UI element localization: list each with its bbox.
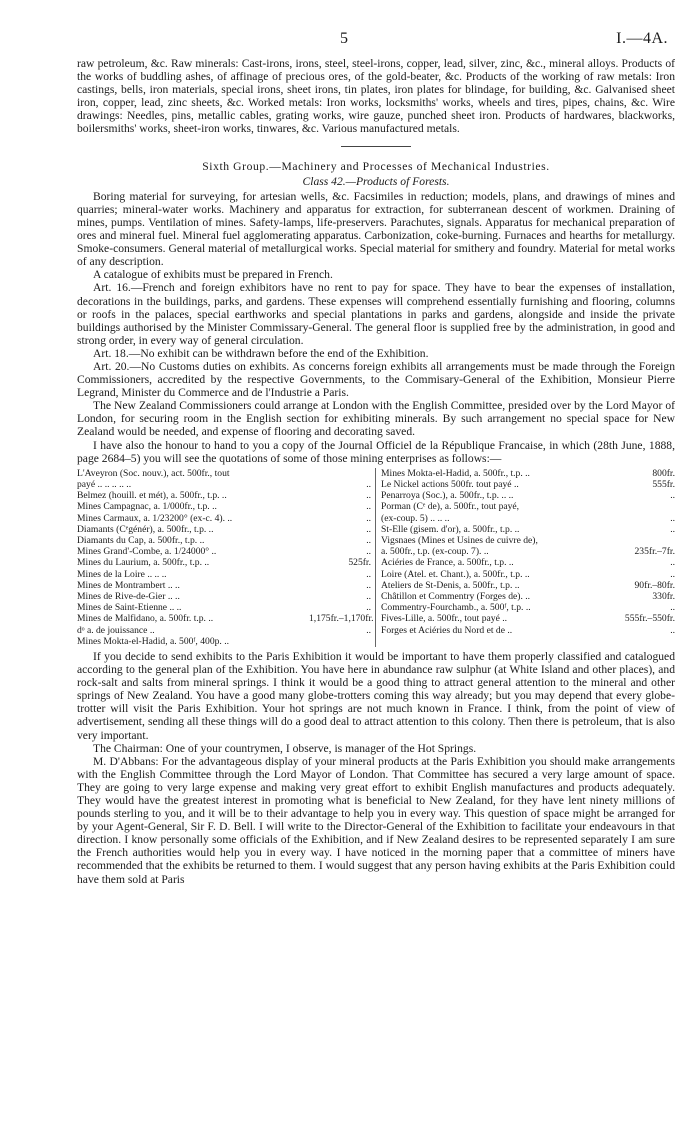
quotation-row bbox=[381, 524, 675, 535]
quotation-company: Diamants (Cᵉgénér), a. 500fr., t.p. .. bbox=[77, 523, 214, 535]
quotation-row bbox=[381, 569, 675, 580]
quotation-price: 235fr.–7fr. bbox=[634, 546, 675, 558]
quotation-price bbox=[613, 535, 675, 546]
quotations-right-column bbox=[376, 468, 675, 647]
quotation-row bbox=[381, 513, 675, 524]
quotation-price: .. bbox=[366, 512, 371, 524]
quotation-price: 330fr. bbox=[652, 590, 675, 602]
paragraph: Boring material for surveying, for artesian wells, &c. Facsimiles in reduction; models, plans, and drawings of mines and quarries; mineral-water works. Machinery and apparatus for extraction, for subterranean descent of workmen. Draining of mines, pumps. Ventilation of mines. Safety-lamps, life-preservers. Parachutes, signals. Apparatus for mechanical preparation of ores and mineral fuel. Mineral fuel agglomerating apparatus. Carbonization, coke-burning. Furnaces and hearths for metallurgy. Smoke-consumers. General material of metallurgical works. Special material for smithery and foundry. Material for metal works of any description. bbox=[77, 189, 675, 269]
quotation-price: .. bbox=[670, 568, 675, 580]
quotation-price: 555fr.–550fr. bbox=[624, 613, 675, 625]
quotation-row bbox=[77, 479, 371, 490]
quotation-row bbox=[381, 479, 675, 490]
paragraph: Art. 20.—No Customs duties on exhibits. As concerns foreign exhibits all arrangements must be made through the Foreign Commissioners, accredited by the respective Governments, to the Commisary-General of the Exhibition, Monsieur Pierre Legrand, Minister du Commerce and de l'Industrie a Paris. bbox=[77, 359, 675, 400]
quotation-price: .. bbox=[366, 579, 371, 591]
quotation-row bbox=[381, 591, 675, 602]
quotation-company: Aciéries de France, a. 500fr., t.p. .. bbox=[381, 557, 514, 569]
quotation-row bbox=[77, 625, 371, 636]
paragraph: I have also the honour to hand to you a copy of the Journal Officiel de la République Francaise, in which (28th June, 1888, page 2684–5) you will see the quotations of some of those mining enterprises as follows:— bbox=[77, 438, 675, 465]
paragraph: The New Zealand Commissioners could arrange at London with the English Committee, presided over by the Lord Mayor of London, for securing room in the English section for exhibiting minerals. By such arrangement no special space for New Zealand would be needed, and expense of flooring and decorating saved. bbox=[77, 399, 675, 439]
quotation-price: .. bbox=[366, 523, 371, 535]
quotation-company: Mines de Rive-de-Gier .. .. bbox=[77, 590, 180, 602]
quotation-company: Mines Campagnac, a. 1/000fr., t.p. .. bbox=[77, 501, 217, 513]
section-heading: Sixth Group.—Machinery and Processes of Mechanical Industries. bbox=[202, 159, 550, 173]
section-subheading: Class 42.—Products of Forests. bbox=[302, 174, 450, 188]
quotation-company: Diamants du Cap, a. 500fr., t.p. .. bbox=[77, 534, 205, 546]
quotation-price: .. bbox=[366, 490, 371, 502]
quotation-company: Mines Carmaux, a. 1/23200° (ex-c. 4). .. bbox=[77, 512, 233, 524]
quotation-row bbox=[77, 546, 371, 557]
paragraph: A catalogue of exhibits must be prepared in French. bbox=[93, 268, 333, 282]
quotation-row bbox=[77, 636, 371, 647]
quotation-price: 555fr. bbox=[652, 478, 675, 490]
quotation-company: Mines du Laurium, a. 500fr., t.p. .. bbox=[77, 557, 210, 569]
quotation-price: .. bbox=[366, 546, 371, 558]
quotations-left-column bbox=[77, 468, 376, 647]
quotation-price: .. bbox=[670, 624, 675, 636]
quotation-row bbox=[381, 490, 675, 501]
quotation-row bbox=[77, 513, 371, 524]
page-header bbox=[0, 30, 700, 50]
quotation-row bbox=[77, 535, 371, 546]
paper-reference: I.—4A. bbox=[616, 30, 668, 47]
quotation-company: Ateliers de St-Denis, a. 500fr., t.p. .. bbox=[381, 579, 520, 591]
quotation-price: .. bbox=[670, 512, 675, 524]
quotation-price: .. bbox=[366, 624, 371, 636]
quotation-price: .. bbox=[366, 501, 371, 513]
quotation-row bbox=[77, 591, 371, 602]
quotation-price: 800fr. bbox=[652, 467, 675, 479]
quotation-company: Mines de la Loire .. .. .. bbox=[77, 568, 167, 580]
quotation-price: 90fr.–80fr. bbox=[634, 579, 675, 591]
quotation-price: .. bbox=[670, 523, 675, 535]
quotation-company: Mines de Saint-Etienne .. .. bbox=[77, 602, 182, 614]
quotation-row bbox=[381, 602, 675, 613]
quotation-price bbox=[613, 501, 675, 512]
quotation-company: Châtillon et Commentry (Forges de). .. bbox=[381, 590, 531, 602]
quotation-company: Belmez (houill. et mét), a. 500fr., t.p. .. bbox=[77, 490, 227, 502]
quotation-price: .. bbox=[366, 478, 371, 490]
quotation-company: Fives-Lille, a. 500fr., tout payé .. bbox=[381, 613, 508, 625]
paragraph: Art. 16.—French and foreign exhibitors have no rent to pay for space. They have to bear the expenses of installation, decorations in the buildings, parks, and gardens. These expenses will comprehend essentially furnishing and flooring, columns or roofs in the palaces, special earthworks and special plantations in parks and gardens, alongside and inside the private buildings authorised by the Minister Commissary-General. The general floor is supplied free by the administration, in good and strong order, in every way of general circulation. bbox=[77, 281, 675, 347]
quotation-row bbox=[381, 546, 675, 557]
quotation-price bbox=[309, 468, 371, 479]
quotation-price bbox=[309, 636, 371, 647]
quotation-company: Forges et Aciéries du Nord et de .. bbox=[381, 624, 513, 636]
paragraph: Art. 18.—No exhibit can be withdrawn before the end of the Exhibition. bbox=[93, 346, 429, 360]
paragraph: M. D'Abbans: For the advantageous display of your mineral products at the Paris Exhibition you should make arrangements with the English Committee through the Lord Mayor of London. That Committee has secured a very large amount of space. They are going to very large expense and making very great effort to exhibit English manufactures and products adequately. They would have the greatest interest in promoting what is beneficial to New Zealand, for they have lent ninety millions of pounds sterling to you, and it will be to their advantage to help you in every way. This question of space might be arranged for by your Agent-General, Sir F. D. Bell. I will write to the Director-General of the Exhibition to facilitate your endeavours in that direction. I know personally some officials of the Exhibition, and if New Zealand desires to be represented separately I am sure the French authorities would help you in every way. I have noticed in the morning paper that a committee of miners have recommended that the exhibits be returned to them. I would suggest that any person having exhibits at the Paris Exhibition could have them sold at Paris bbox=[77, 754, 675, 886]
quotation-company: Penarroya (Soc.), a. 500fr., t.p. .. .. bbox=[381, 490, 514, 502]
quotation-row bbox=[77, 501, 371, 512]
quotation-row bbox=[381, 625, 675, 636]
paragraph: If you decide to send exhibits to the Paris Exhibition it would be important to have them properly classified and catalogued according to the general plan of the Exhibition. You have here in abundance raw sulphur (at White Island and other places), and rock-salt and salts from mineral springs. I think it would be a good thing to attract general attention to the mineral and other springs of New Zealand. You have a good many globe-trotters coming this way already; but you may depend that every globe-trotter will visit the Paris Exhibition. Your hot springs are not much known in France. I think, from the point of view of advertisement, sending all these things will do a good deal to attract attention to this colony. Then there is petroleum, that is also very important. bbox=[77, 649, 675, 742]
quotation-row bbox=[381, 613, 675, 624]
quotation-row bbox=[381, 580, 675, 591]
quotation-price: .. bbox=[366, 602, 371, 614]
quotation-row bbox=[381, 535, 675, 546]
quotation-company: Porman (Cᵉ de), a. 500fr., tout payé, bbox=[381, 501, 520, 513]
quotation-company: Vigsnaes (Mines et Usines de cuivre de), bbox=[381, 534, 538, 546]
quotation-row bbox=[77, 468, 371, 479]
quotation-price: .. bbox=[670, 602, 675, 614]
quotation-company: (ex-coup. 5) .. .. .. bbox=[381, 512, 450, 524]
quotation-company: Loire (Atel. et. Chant.), a. 500fr., t.p. .. bbox=[381, 568, 530, 580]
quotation-row bbox=[77, 490, 371, 501]
quotation-company: Mines de Montrambert .. .. bbox=[77, 579, 180, 591]
quotations-table bbox=[77, 468, 675, 647]
paragraph: raw petroleum, &c. Raw minerals: Cast-irons, irons, steel, steel-irons, copper, lead, silver, zinc, &c., mineral alloys. Products of the works of buddling ashes, of affinage of precious ores, of the gold-beater, &c. Products of the working of raw metals: Iron castings, bells, iron materials, special irons, sheet irons, tin plates, iron plates for blindage, for building, &c. Galvanised sheet iron, copper, lead, zinc sheets, &c. Worked metals: Iron works, locksmiths' works, wheels and tires, pipes, chains, &c. Wire drawings: Needles, pins, metallic cables, grating works, wire gauze, punched sheet iron. Products of hardwares, blackworks, boilersmiths' works, sheet-iron works, tinwares, &c. Various manufactured metals. bbox=[77, 57, 675, 136]
quotation-row bbox=[77, 557, 371, 568]
quotation-row bbox=[77, 613, 374, 625]
quotation-company: Mines de Malfidano, a. 500fr. t.p. .. bbox=[77, 613, 214, 625]
page-number: 5 bbox=[340, 30, 348, 47]
document-body bbox=[77, 57, 675, 886]
paragraph: The Chairman: One of your countrymen, I observe, is manager of the Hot Springs. bbox=[93, 741, 477, 755]
quotation-price: .. bbox=[366, 590, 371, 602]
quotation-row bbox=[77, 580, 371, 591]
quotation-row bbox=[381, 501, 675, 512]
quotation-company: Mines Mokta-el-Hadid, a. 500fr., t.p. .. bbox=[381, 467, 530, 479]
quotation-row bbox=[77, 602, 371, 613]
section-divider bbox=[341, 146, 411, 147]
quotation-row bbox=[381, 468, 675, 479]
quotation-price: .. bbox=[670, 557, 675, 569]
quotation-price: .. bbox=[670, 490, 675, 502]
quotation-price: .. bbox=[366, 568, 371, 580]
quotation-price: .. bbox=[366, 534, 371, 546]
quotation-company: Mines Mokta-el-Hadid, a. 500ᶠ, 400p. .. bbox=[77, 635, 230, 647]
quotation-row bbox=[77, 569, 371, 580]
quotation-company: Commentry-Fourchamb., a. 500ᶠ, t.p. .. bbox=[381, 602, 531, 614]
quotation-company: Le Nickel actions 500fr. tout payé .. bbox=[381, 478, 519, 490]
quotation-company: St-Elle (gisem. d'or), a. 500fr., t.p. .. bbox=[381, 523, 520, 535]
quotation-company: payé .. .. .. .. .. bbox=[77, 478, 132, 490]
quotation-price: 1,175fr.–1,170fr. bbox=[309, 613, 374, 625]
quotation-company: Mines Grand'-Combe, a. 1/24000° .. bbox=[77, 546, 217, 558]
quotation-row bbox=[77, 524, 371, 535]
quotation-price: 525fr. bbox=[348, 557, 371, 569]
quotation-company: L'Aveyron (Soc. nouv.), act. 500fr., tout bbox=[77, 467, 230, 479]
quotation-company: a. 500fr., t.p. (ex-coup. 7). .. bbox=[381, 546, 489, 558]
quotation-company: dᵒ a. de jouissance .. bbox=[77, 624, 155, 636]
quotation-row bbox=[381, 557, 675, 568]
